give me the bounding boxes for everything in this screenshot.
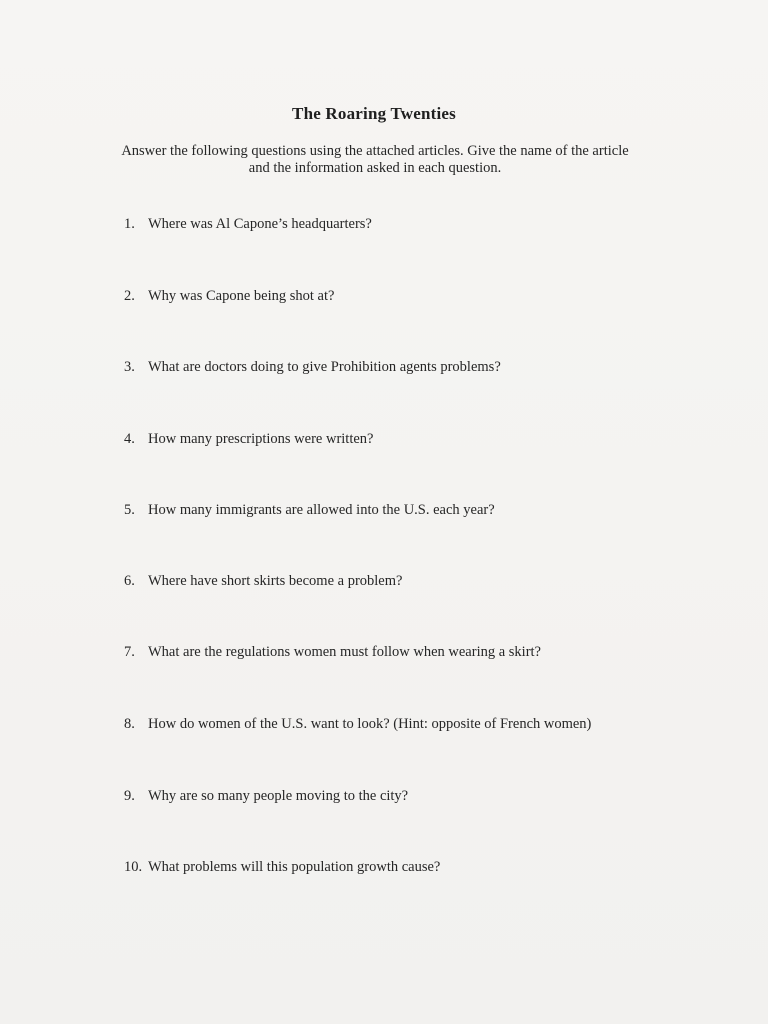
question-text: Where have short skirts become a problem? [148,573,403,589]
question-number: 9. [124,788,135,804]
question-text: How many prescriptions were written? [148,431,374,447]
question-text: How many immigrants are allowed into the U.S. each year? [148,502,495,518]
question-number: 5. [124,502,135,518]
question-text: How do women of the U.S. want to look? (Hint: opposite of French women) [148,716,592,732]
question-3 [124,359,501,376]
question-1 [124,216,372,233]
question-text: Why are so many people moving to the city? [148,788,409,804]
question-5 [124,502,495,519]
question-text: Where was Al Capone’s headquarters? [148,216,372,232]
question-10 [124,859,440,876]
question-number: 8. [124,716,135,732]
question-6 [124,573,402,590]
question-4 [124,431,374,448]
question-text: What are doctors doing to give Prohibition agents problems? [148,359,501,375]
question-number: 2. [124,288,135,304]
question-text: What are the regulations women must follow when wearing a skirt? [148,644,541,660]
question-number: 6. [124,573,135,589]
question-7 [124,644,541,661]
question-9 [124,788,408,805]
instructions [60,143,690,177]
instructions-line-1: Answer the following questions using the attached articles. Give the name of the article [121,143,629,159]
question-number: 4. [124,431,135,447]
question-text: Why was Capone being shot at? [148,288,335,304]
question-2 [124,288,334,305]
question-number: 7. [124,644,135,660]
question-number: 1. [124,216,135,232]
question-text: What problems will this population growth cause? [148,859,441,875]
page-title: The Roaring Twenties [292,104,456,123]
instructions-line-2: and the information asked in each question. [248,160,502,176]
question-number: 10. [124,859,143,875]
question-8 [124,716,591,733]
question-number: 3. [124,359,135,375]
